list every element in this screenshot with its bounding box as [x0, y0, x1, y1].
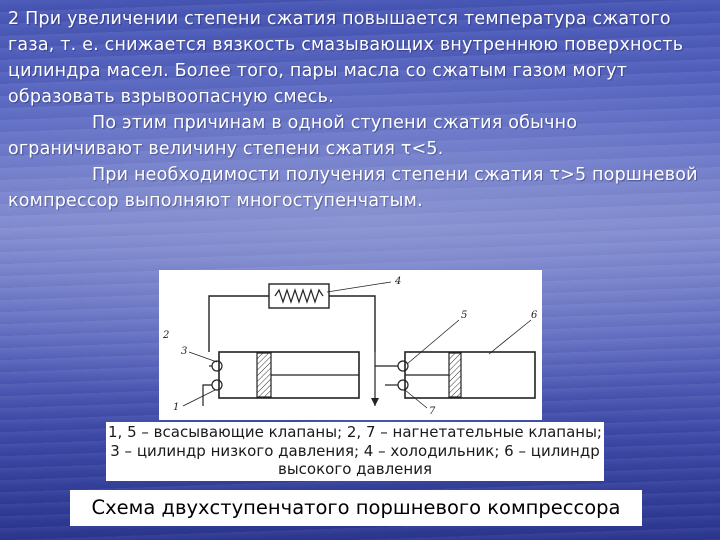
- cooler-coil-box: [269, 284, 329, 308]
- figure-title: Схема двухступенчатого поршневого компрессора: [70, 490, 642, 526]
- leader-7: [405, 390, 427, 408]
- paragraph-3: При необходимости получения степени сжатия τ>5 поршневой компрессор выполняют многоступенчатым.: [8, 165, 698, 211]
- mid-arrow: [371, 398, 379, 406]
- leader-3: [189, 352, 217, 362]
- top-pipe: [209, 296, 269, 352]
- valve-1: [212, 380, 222, 390]
- leader-1: [183, 390, 215, 406]
- top-pipe-right: [329, 296, 375, 352]
- paragraph-1: 2 При увеличении степени сжатия повышается температура сжатого газа, т. е. снижается вязкость смазывающих внутреннюю поверхность цилиндра масел. Более того, пары масла со сжатым газом могут образовать взрывоопасную смесь.: [8, 9, 684, 107]
- label-3: 3: [181, 346, 188, 357]
- cooler-coil: [275, 290, 323, 302]
- label-7: 7: [429, 406, 436, 417]
- valve-7: [398, 380, 408, 390]
- paragraph-2: По этим причинам в одной ступени сжатия обычно ограничивают величину степени сжатия τ<5.: [8, 113, 578, 159]
- label-6: 6: [531, 310, 538, 321]
- label-4: 4: [395, 276, 402, 287]
- figure-caption: 1, 5 – всасывающие клапаны; 2, 7 – нагнетательные клапаны; 3 – цилиндр низкого давления; 4 – холодильник; 6 – цилиндр высокого давления: [106, 422, 604, 481]
- leader-4: [327, 282, 391, 292]
- high-pressure-piston: [449, 353, 461, 397]
- label-2: 2: [163, 330, 170, 341]
- label-1: 1: [173, 402, 180, 413]
- valve-2: [212, 361, 222, 371]
- compressor-diagram: [159, 270, 542, 420]
- valve-5: [398, 361, 408, 371]
- compressor-diagram-svg: [159, 270, 542, 420]
- low-pressure-piston: [257, 353, 271, 397]
- label-5: 5: [461, 310, 468, 321]
- leader-6: [489, 320, 531, 354]
- body-text: [8, 6, 708, 214]
